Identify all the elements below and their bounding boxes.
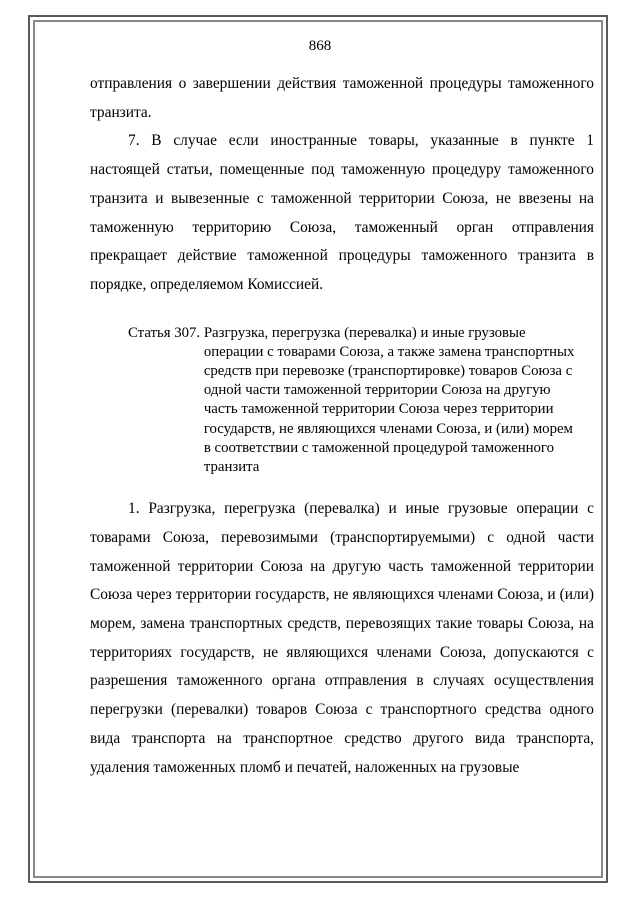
paragraph-7: 7. В случае если иностранные товары, указанные в пункте 1 настоящей статьи, помещенные под таможенную процедуру таможенного транзита и вывезенные с таможенной территории Союза, не ввезены на таможенную территорию Союза, таможенный орган отправления прекращает действие таможенной процедуры таможенного транзита в порядке, определяемом Комиссией. — [90, 132, 594, 293]
article-paragraph-1: 1. Разгрузка, перегрузка (перевалка) и иные грузовые операции с товарами Союза, перевозимыми (транспортируемыми) с одной части таможенной территории Союза на другую часть таможенной территории Союза через территории государств, не являющихся членами Союза, и (или) морем, замена транспортных средств, перевозящих такие товары Союза, на территориях государств, не являющихся членами Союза, допускаются с разрешения таможенного органа отправления в случаях осуществления перегрузки (перевалки) товаров Союза с транспортного средства одного вида транспорта на транспортное средство другого вида транспорта, удаления таможенных пломб и печатей, наложенных на грузовые — [90, 500, 594, 776]
document-body — [90, 70, 594, 782]
article-heading — [128, 324, 576, 478]
page-number: 868 — [308, 38, 332, 54]
article-title: Разгрузка, перегрузка (перевалка) и иные грузовые операции с товарами Союза, а также замена транспортных средств при перевозке (транспортировке) товаров Союза с одной части таможенной территории Союза на другую часть таможенной территории Союза через территории государств, не являющихся членами Союза, и (или) морем в соответствии с таможенной процедурой таможенного транзита — [203, 324, 575, 476]
article-number: Статья 307. — [128, 324, 204, 341]
continuation-paragraph: отправления о завершении действия таможенной процедуры таможенного транзита. — [90, 75, 594, 121]
heading-spacer — [90, 477, 594, 495]
